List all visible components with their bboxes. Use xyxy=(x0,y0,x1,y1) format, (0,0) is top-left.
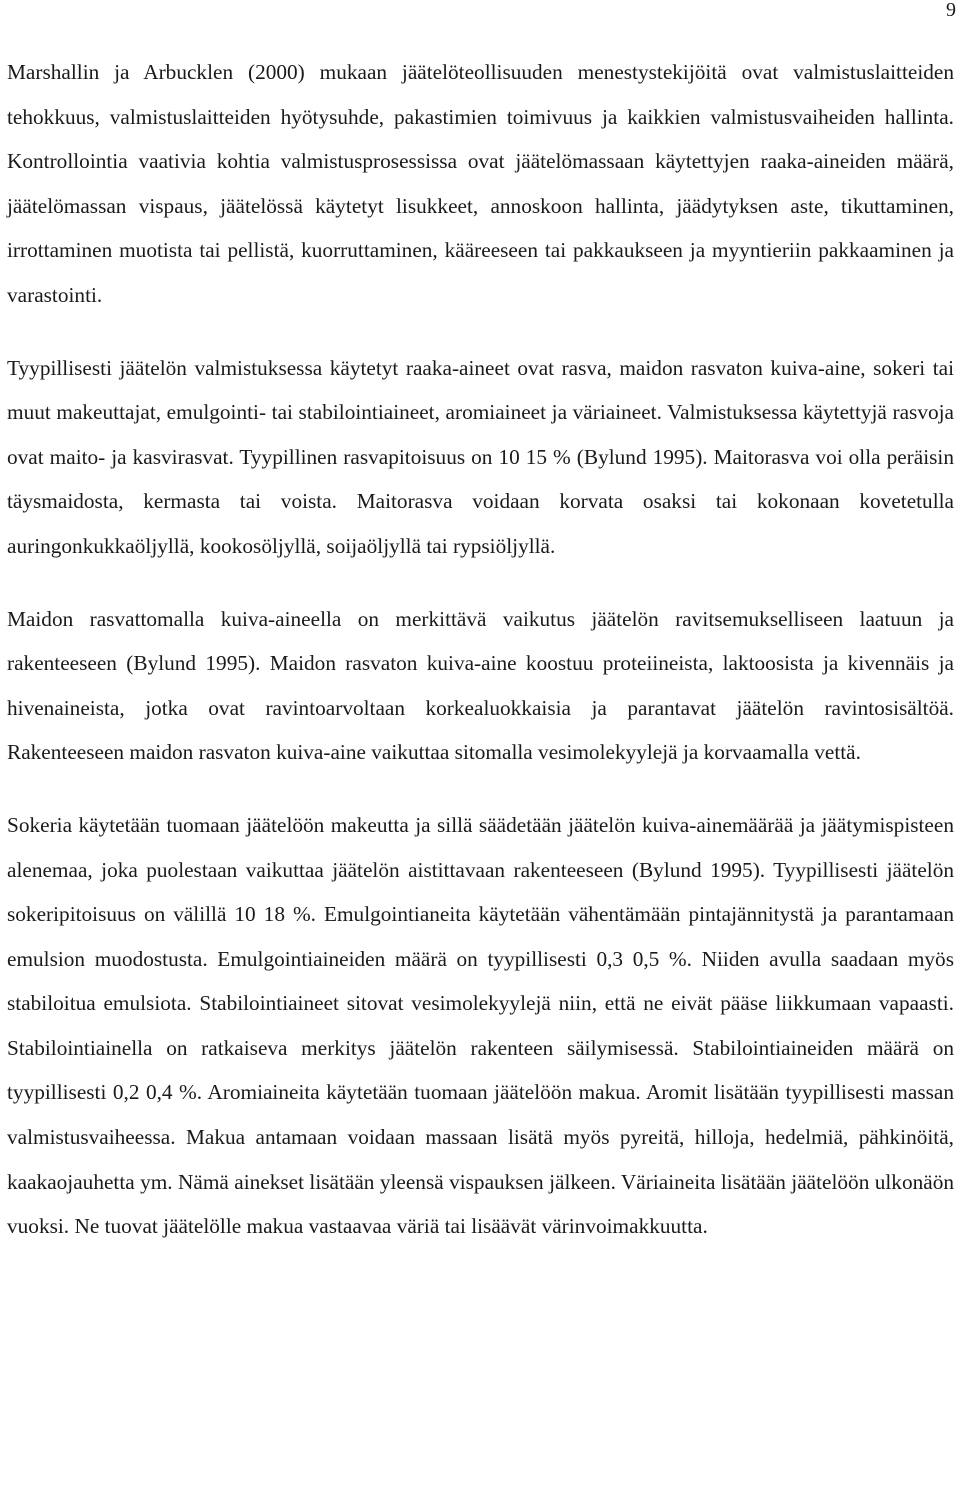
paragraph-sugar-additives: Sokeria käytetään tuomaan jäätelöön makeutta ja sillä säädetään jäätelön kuiva-ainemäärää ja jäätymispisteen alenemaa, joka puolestaan vaikuttaa jäätelön aistittavaan rakenteeseen (Bylund 1995). Tyypillisesti jäätelön sokeripitoisuus on välillä 10 18 %. Emulgointianeita käytetään vähentämään pintajännitystä ja parantamaan emulsion muodostusta. Emulgointiaineiden määrä on tyypillisesti 0,3 0,5 %. Niiden avulla saadaan myös stabiloitua emulsiota. Stabilointiaineet sitovat vesimolekyylejä niin, että ne eivät pääse liikkumaan vapaasti. Stabilointiainella on ratkaiseva merkitys jäätelön rakenteen säilymisessä. Stabilointiaineiden määrä on tyypillisesti 0,2 0,4 %. Aromiaineita käytetään tuomaan jäätelöön makua. Aromit lisätään tyypillisesti massan valmistusvaiheessa. Makua antamaan voidaan massaan lisätä myös pyreitä, hilloja, hedelmiä, pähkinöitä, kaakaojauhetta ym. Nämä ainekset lisätään yleensä vispauksen jälkeen. Väriaineita lisätään jäätelöön ulkonäön vuoksi. Ne tuovat jäätelölle makua vastaavaa väriä tai lisäävät värinvoimakkuutta. xyxy=(7,812,954,1239)
paragraph-success-factors: Marshallin ja Arbucklen (2000) mukaan jäätelöteollisuuden menestystekijöitä ovat valmistuslaitteiden tehokkuus, valmistuslaitteiden hyötysuhde, pakastimien toimivuus ja kaikkien valmistusvaiheiden hallinta. Kontrollointia vaativia kohtia valmistusprosessissa ovat jäätelömassaan käytettyjen raaka-aineiden määrä, jäätelömassan vispaus, jäätelössä käytetyt lisukkeet, annoskoon hallinta, jäädytyksen aste, tikuttaminen, irrottaminen muotista tai pellistä, kuorruttaminen, kääreeseen tai pakkaukseen ja myyntieriin pakkaaminen ja varastointi. xyxy=(7,60,954,307)
paragraph-milk-solids: Maidon rasvattomalla kuiva-aineella on merkittävä vaikutus jäätelön ravitsemukselliseen laatuun ja rakenteeseen (Bylund 1995). Maidon rasvaton kuiva-aine koostuu proteiineista, laktoosista ja kivennäis ja hivenaineista, jotka ovat ravintoarvoltaan korkealuokkaisia ja parantavat jäätelön ravintosisältöä. Rakenteeseen maidon rasvaton kuiva-aine vaikuttaa sitomalla vesimolekyylejä ja korvaamalla vettä. xyxy=(7,606,954,765)
document-body xyxy=(7,50,954,1249)
paragraph-raw-materials: Tyypillisesti jäätelön valmistuksessa käytetyt raaka-aineet ovat rasva, maidon rasvaton kuiva-aine, sokeri tai muut makeuttajat, emulgointi- tai stabilointiaineet, aromiaineet ja väriaineet. Valmistuksessa käytettyjä rasvoja ovat maito- ja kasvirasvat. Tyypillinen rasvapitoisuus on 10 15 % (Bylund 1995). Maitorasva voi olla peräisin täysmaidosta, kermasta tai voista. Maitorasva voidaan korvata osaksi tai kokonaan kovetetulla auringonkukkaöljyllä, kookosöljyllä, soijaöljyllä tai rypsiöljyllä. xyxy=(7,355,954,558)
page-number: 9 xyxy=(946,0,956,21)
